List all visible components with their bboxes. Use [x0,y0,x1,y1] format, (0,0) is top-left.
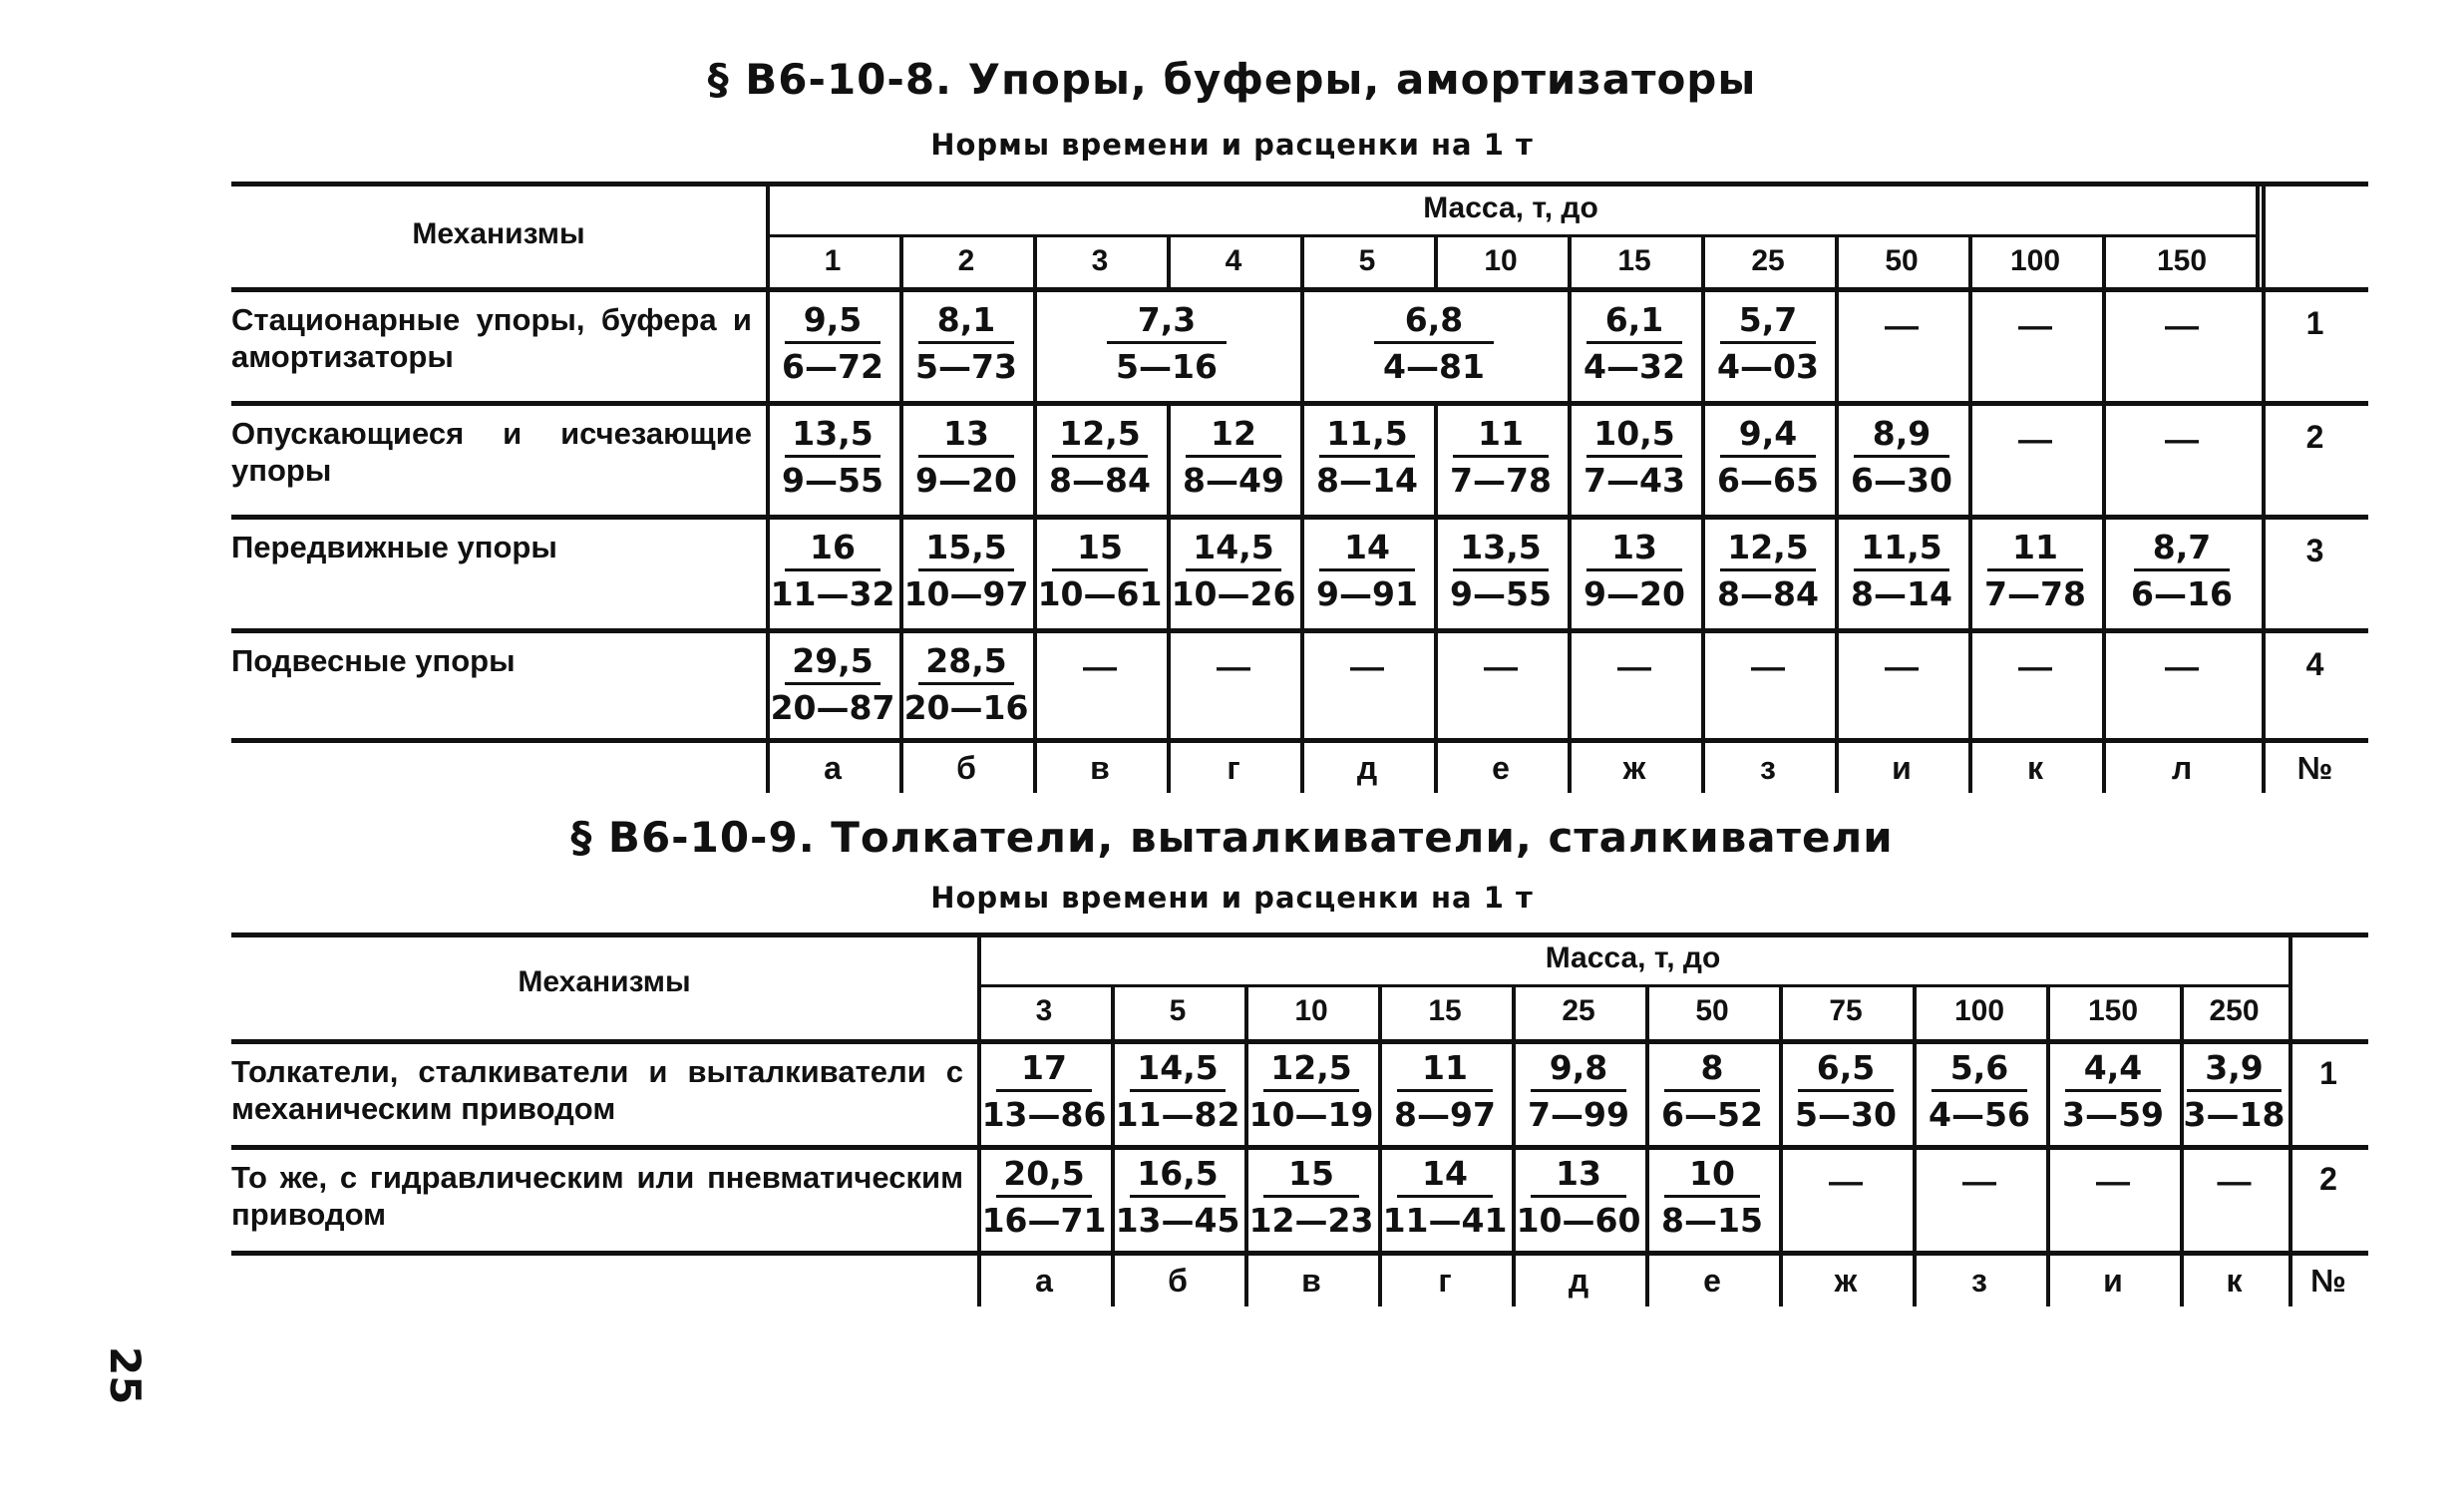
mass-column-header: 150 [2156,244,2208,277]
time-norm: 11 [1422,1048,1468,1087]
section-subtitle-b6-10-8: Нормы времени и расценки на 1 т [930,128,1534,162]
fraction-bar [1664,1089,1760,1092]
mass-column-header: 75 [1829,994,1863,1027]
time-norm: 15 [1077,528,1123,566]
time-norm: 14,5 [1193,528,1274,566]
mass-column-header: 3 [1091,244,1109,277]
empty-cell-dash: — [1962,1163,1996,1201]
mass-column-header: 10 [1484,244,1518,277]
column-rule [1913,984,1917,1306]
time-norm: 4,4 [2083,1048,2143,1087]
column-letter: а [824,750,842,786]
price-rate: 7—78 [1450,461,1552,500]
price-rate: 16—71 [981,1201,1107,1240]
price-rate: 13—45 [1115,1201,1240,1240]
mechanism-name: Передвижные упоры [231,530,557,564]
fraction-bar [1263,1089,1359,1092]
price-rate: 8—15 [1661,1201,1763,1240]
column-letter: е [1492,750,1510,786]
fraction-bar [1130,1089,1226,1092]
section-subtitle-b6-10-9: Нормы времени и расценки на 1 т [930,881,1534,915]
empty-cell-dash: — [2165,421,2199,459]
mass-column-header: 5 [1358,244,1376,277]
rate-fraction [766,415,899,500]
column-letter: к [2226,1263,2243,1299]
price-rate: 11—41 [1382,1201,1508,1240]
empty-cell-dash: — [1829,1163,1863,1201]
empty-cell-dash: — [2018,307,2052,345]
rate-fraction [1913,1049,2046,1134]
rate-fraction [1512,1049,1645,1134]
rate-fraction [1779,1049,1913,1134]
time-norm: 10 [1689,1154,1735,1193]
number-column-label: № [2310,1263,2346,1299]
column-letter: б [956,750,976,786]
price-rate: 11—82 [1115,1095,1240,1134]
fraction-bar [1720,341,1816,344]
time-norm: 29,5 [792,641,874,680]
rate-fraction [1244,1155,1378,1240]
time-norm: 5,7 [1738,300,1798,339]
mass-column-header: 25 [1751,244,1785,277]
column-rule [1378,984,1382,1306]
time-norm: 13 [1556,1154,1601,1193]
fraction-bar [1854,455,1949,458]
price-rate: 6—16 [2131,574,2233,613]
fraction-bar [2065,1089,2161,1092]
empty-cell-dash: — [1217,648,1250,686]
price-rate: 5—30 [1795,1095,1897,1134]
section-title-b6-10-8: § В6-10-8. Упоры, буферы, амортизаторы [707,55,1757,104]
fraction-bar [785,682,880,685]
time-norm: 9,8 [1549,1048,1608,1087]
price-rate: 10—26 [1171,574,1296,613]
fraction-bar [1798,1089,1894,1092]
column-rule [2262,182,2266,793]
fraction-bar [1107,341,1227,344]
header-mechanisms: Механизмы [518,965,691,998]
price-rate: 4—03 [1717,347,1819,386]
price-rate: 5—73 [915,347,1017,386]
header-mass: Масса, т, до [1423,191,1598,224]
rate-fraction [1701,301,1835,386]
fraction-bar [918,341,1014,344]
time-norm: 9,4 [1738,414,1798,453]
fraction-bar [1586,455,1682,458]
column-letter: и [1892,750,1912,786]
column-rule [2288,932,2292,1306]
fraction-bar [1319,568,1415,571]
rate-fraction [2180,1049,2288,1134]
fraction-bar [1987,568,2083,571]
rate-fraction [1300,415,1434,500]
time-norm: 7,3 [1137,300,1197,339]
rate-fraction [1033,529,1167,613]
time-norm: 13 [1611,528,1657,566]
rate-fraction [1167,529,1300,613]
fraction-bar [1186,455,1281,458]
column-letter: л [2171,750,2193,786]
price-rate: 10—60 [1516,1201,1641,1240]
mass-column-header: 15 [1617,244,1651,277]
price-rate: 7—99 [1528,1095,1629,1134]
time-norm: 3,9 [2205,1048,2264,1087]
time-norm: 6,5 [1816,1048,1876,1087]
time-norm: 6,8 [1404,300,1464,339]
rate-fraction [899,415,1033,500]
time-norm: 13,5 [1460,528,1542,566]
rate-fraction [1300,301,1568,386]
time-norm: 11,5 [1326,414,1408,453]
rate-fraction [1645,1155,1779,1240]
rate-fraction [1111,1155,1244,1240]
price-rate: 8—14 [1316,461,1418,500]
time-norm: 6,1 [1604,300,1664,339]
time-norm: 12,5 [1270,1048,1352,1087]
fraction-bar [1586,341,1682,344]
rate-fraction [2102,529,2262,613]
time-norm: 12 [1211,414,1256,453]
fraction-bar [1453,568,1549,571]
column-letter: д [1356,750,1378,786]
empty-cell-dash: — [1350,648,1384,686]
column-letter: ж [1834,1263,1858,1299]
rate-fraction [1645,1049,1779,1134]
fraction-bar [2187,1089,2282,1092]
rate-fraction [1835,529,1968,613]
rate-fraction [899,642,1033,727]
price-rate: 10—19 [1248,1095,1374,1134]
rate-fraction [977,1049,1111,1134]
rate-fraction [1434,415,1568,500]
price-rate: 11—32 [770,574,895,613]
fraction-bar [996,1195,1092,1198]
fraction-bar [1130,1195,1226,1198]
empty-cell-dash: — [2165,648,2199,686]
table-rule [231,182,2368,186]
header-mass: Масса, т, до [1545,941,1721,974]
fraction-bar [1932,1089,2027,1092]
price-rate: 8—49 [1183,461,1284,500]
column-letter: в [1090,750,1110,786]
fraction-bar [1397,1089,1493,1092]
time-norm: 12,5 [1059,414,1141,453]
price-rate: 4—32 [1584,347,1685,386]
mass-column-header: 5 [1169,994,1187,1027]
fraction-bar [918,682,1014,685]
empty-cell-dash: — [1083,648,1117,686]
column-rule [1111,984,1115,1306]
rate-fraction [1300,529,1434,613]
mass-column-header: 50 [1695,994,1729,1027]
fraction-bar [1052,568,1148,571]
number-column-label: № [2296,750,2333,786]
mechanism-name: Толкатели, сталкиватели и выталкиватели с механическим приводом [231,1054,963,1126]
table-rule [231,932,2368,937]
price-rate: 6—65 [1717,461,1819,500]
rate-fraction [1568,415,1701,500]
row-number: 3 [2305,533,2324,568]
time-norm: 11,5 [1861,528,1942,566]
time-norm: 10,5 [1593,414,1675,453]
rate-fraction [766,529,899,613]
rate-fraction [899,529,1033,613]
rate-fraction [1434,529,1568,613]
column-letter: к [2026,750,2043,786]
price-rate: 8—97 [1394,1095,1496,1134]
price-rate: 5—16 [1116,347,1218,386]
row-number: 2 [2319,1161,2337,1197]
mass-column-header: 10 [1294,994,1328,1027]
price-rate: 3—18 [2183,1095,2286,1134]
column-letter: д [1568,1263,1589,1299]
time-norm: 15 [1288,1154,1334,1193]
price-rate: 10—61 [1037,574,1163,613]
time-norm: 11 [2012,528,2058,566]
time-norm: 16,5 [1137,1154,1219,1193]
column-rule [1244,984,1248,1306]
price-rate: 4—81 [1383,347,1485,386]
column-rule [2046,984,2050,1306]
price-rate: 6—52 [1661,1095,1763,1134]
price-rate: 9—55 [782,461,883,500]
mechanism-name: Подвесные упоры [231,643,516,678]
fraction-bar [1052,455,1148,458]
empty-cell-dash: — [2096,1163,2130,1201]
empty-cell-dash: — [1617,648,1651,686]
rate-fraction [766,642,899,727]
rate-fraction [1167,415,1300,500]
empty-cell-dash: — [1751,648,1785,686]
column-letter: ж [1622,750,1646,786]
fraction-bar [1397,1195,1493,1198]
fraction-bar [785,455,880,458]
row-number: 1 [2305,305,2324,341]
time-norm: 8,1 [936,300,996,339]
page-number: 25 [101,1346,150,1405]
column-rule [2180,984,2184,1306]
fraction-bar [1664,1195,1760,1198]
header-mechanisms: Механизмы [412,217,585,250]
empty-cell-dash: — [2018,648,2052,686]
rate-fraction [1378,1155,1512,1240]
time-norm: 14,5 [1137,1048,1219,1087]
fraction-bar [1720,568,1816,571]
fraction-bar [996,1089,1092,1092]
fraction-bar [1263,1195,1359,1198]
empty-cell-dash: — [2217,1163,2252,1201]
rate-fraction [1835,415,1968,500]
price-rate: 9—55 [1450,574,1552,613]
row-number: 4 [2305,646,2324,682]
price-rate: 8—14 [1851,574,1952,613]
time-norm: 9,5 [803,300,863,339]
empty-cell-dash: — [1885,307,1919,345]
fraction-bar [785,568,880,571]
price-rate: 9—20 [1584,574,1685,613]
column-letter: а [1035,1263,1053,1299]
rate-fraction [899,301,1033,386]
price-rate: 13—86 [981,1095,1107,1134]
section-title-b6-10-9: § В6-10-9. Толкатели, выталкиватели, сталкиватели [570,813,1894,862]
fraction-bar [1186,568,1281,571]
time-norm: 8 [1700,1048,1724,1087]
fraction-bar [1319,455,1415,458]
empty-cell-dash: — [2018,421,2052,459]
rate-fraction [1701,529,1835,613]
empty-cell-dash: — [2165,307,2199,345]
mechanism-name: Опускающиеся и исчезающие упоры [231,416,752,488]
fraction-bar [1531,1089,1626,1092]
time-norm: 8,7 [2152,528,2212,566]
empty-cell-dash: — [1885,648,1919,686]
time-norm: 13 [943,414,989,453]
fraction-bar [918,568,1014,571]
column-rule [1645,984,1649,1306]
price-rate: 6—72 [782,347,883,386]
price-rate: 10—97 [903,574,1029,613]
column-letter: з [1760,750,1776,786]
time-norm: 13,5 [792,414,874,453]
rate-fraction [1568,301,1701,386]
price-rate: 4—56 [1929,1095,2030,1134]
fraction-bar [1586,568,1682,571]
column-letter: е [1703,1263,1721,1299]
price-rate: 7—78 [1984,574,2086,613]
mass-column-header: 1 [824,244,842,277]
mass-column-header: 100 [2009,244,2061,277]
time-norm: 20,5 [1003,1154,1085,1193]
time-norm: 15,5 [925,528,1007,566]
price-rate: 20—16 [903,688,1029,727]
mass-column-header: 2 [957,244,975,277]
table-rule [766,234,2256,237]
fraction-bar [1453,455,1549,458]
time-norm: 28,5 [925,641,1007,680]
column-letter: г [1438,1263,1452,1299]
fraction-bar [1531,1195,1626,1198]
mass-column-header: 3 [1035,994,1053,1027]
rate-fraction [2046,1049,2180,1134]
mass-column-header: 250 [2209,994,2260,1027]
time-norm: 14 [1344,528,1390,566]
fraction-bar [2134,568,2230,571]
empty-cell-dash: — [1484,648,1518,686]
column-letter: и [2103,1263,2123,1299]
column-rule [1779,984,1783,1306]
table-rule [977,984,2288,987]
row-number: 1 [2319,1055,2337,1091]
rate-fraction [1512,1155,1645,1240]
column-letter: в [1301,1263,1321,1299]
column-letter: б [1168,1263,1188,1299]
time-norm: 8,9 [1872,414,1932,453]
row-number: 2 [2305,419,2324,455]
fraction-bar [1374,341,1494,344]
rate-fraction [1378,1049,1512,1134]
fraction-bar [785,341,880,344]
rate-fraction [1111,1049,1244,1134]
price-rate: 9—91 [1316,574,1418,613]
price-rate: 7—43 [1584,461,1685,500]
price-rate: 9—20 [915,461,1017,500]
column-letter: г [1227,750,1240,786]
mechanism-name: То же, с гидравлическим или пневматическим приводом [231,1160,963,1232]
time-norm: 5,6 [1949,1048,2009,1087]
mass-column-header: 4 [1225,244,1242,277]
mass-column-header: 15 [1428,994,1462,1027]
rate-fraction [1033,415,1167,500]
price-rate: 8—84 [1717,574,1819,613]
fraction-bar [1720,455,1816,458]
time-norm: 17 [1021,1048,1067,1087]
time-norm: 16 [810,528,856,566]
mass-column-header: 150 [2087,994,2139,1027]
rate-fraction [1701,415,1835,500]
rate-fraction [1244,1049,1378,1134]
column-letter: з [1971,1263,1987,1299]
rate-fraction [1968,529,2102,613]
price-rate: 20—87 [770,688,895,727]
price-rate: 12—23 [1248,1201,1374,1240]
rate-fraction [1033,301,1300,386]
rate-fraction [977,1155,1111,1240]
price-rate: 8—84 [1049,461,1151,500]
price-rate: 6—30 [1851,461,1952,500]
mass-column-header: 50 [1885,244,1919,277]
mechanism-name: Стационарные упоры, буфера и амортизаторы [231,302,752,374]
time-norm: 14 [1422,1154,1468,1193]
rate-fraction [1568,529,1701,613]
time-norm: 12,5 [1727,528,1809,566]
mass-column-header: 25 [1562,994,1595,1027]
fraction-bar [1854,568,1949,571]
rate-fraction [766,301,899,386]
column-rule [1512,984,1516,1306]
price-rate: 3—59 [2062,1095,2164,1134]
mass-column-header: 100 [1953,994,2005,1027]
fraction-bar [918,455,1014,458]
time-norm: 11 [1478,414,1524,453]
